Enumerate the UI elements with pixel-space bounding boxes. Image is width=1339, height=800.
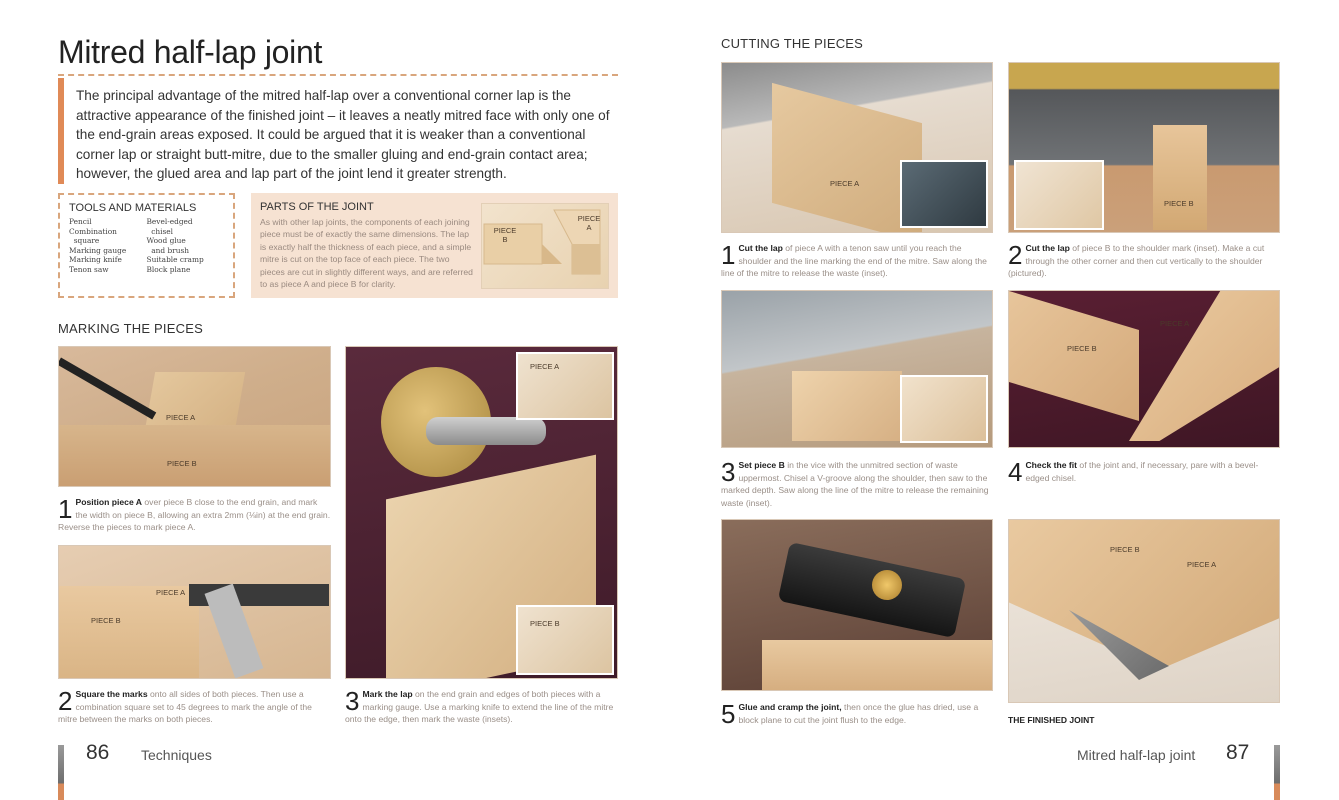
- parts-title: PARTS OF THE JOINT: [260, 201, 374, 213]
- parts-diagram-image: [481, 203, 609, 289]
- step-number: 5: [721, 699, 736, 729]
- tool-item: chisel: [146, 226, 173, 236]
- tool-item: square: [69, 236, 100, 245]
- piece-b-label: PIECE B: [530, 619, 560, 628]
- marking-step-2: [58, 688, 331, 726]
- inset-piece-a: [516, 352, 614, 420]
- step-lead: Mark the lap: [362, 689, 413, 699]
- inset-shoulder-cut: [1014, 160, 1104, 230]
- tool-item: Bevel-edged: [146, 217, 193, 226]
- step-text: of the joint and, if necessary, pare with a bevel-edged chisel.: [1025, 460, 1259, 483]
- step-lead: Set piece B: [738, 460, 785, 470]
- parts-text: As with other lap joints, the components of each joining piece must be of exactly the same dimensions. The lap is exactly half the thickness of each piece, and a simple mitre is cut on the top face of each piece. The two pieces are cut in slightly different ways, and are referred to as piece A and piece B for clarity.: [260, 217, 473, 290]
- intro-panel: [58, 74, 618, 184]
- photo-marking-step-2: [58, 545, 331, 679]
- cutting-step-5: [721, 699, 993, 729]
- tool-item: Suitable cramp: [146, 255, 204, 264]
- step-text: on the end grain and edges of both pieces with a marking gauge. Use a marking knife to extend the line of the mitre onto the edge, then mark the waste (insets).: [345, 689, 614, 725]
- page-number-right: 87: [1226, 741, 1250, 764]
- inset-piece-b: [516, 605, 614, 675]
- step-lead: Check the fit: [1025, 460, 1078, 470]
- section-heading-cutting: CUTTING THE PIECES: [721, 36, 864, 51]
- finished-joint-wood: [1009, 520, 1280, 670]
- photo-cutting-step-4: [1008, 290, 1280, 448]
- step-lead: Square the marks: [75, 689, 148, 699]
- section-heading-marking: MARKING THE PIECES: [58, 321, 203, 336]
- piece-b-label: PIECE B: [493, 226, 517, 244]
- piece-a-label: PIECE A: [830, 179, 860, 188]
- tool-item: Wood glue: [146, 236, 186, 245]
- photo-cutting-step-2: [1008, 62, 1280, 233]
- inset-waste-removed: [900, 375, 988, 443]
- piece-b-label: PIECE B: [1164, 199, 1194, 208]
- page-title: Mitred half-lap joint: [58, 34, 323, 70]
- plane-knob: [872, 570, 902, 600]
- page-number-left: 86: [86, 741, 110, 764]
- wood-piece-b: [1009, 291, 1139, 421]
- piece-b-label: PIECE B: [167, 459, 197, 468]
- tools-column-1: [69, 217, 147, 274]
- step-text: of piece B to the shoulder mark (inset). Make a cut through the other corner and then cut vertically to the shoulder (pictured).: [1008, 243, 1265, 279]
- intro-accent-bar: [58, 78, 64, 184]
- step-number: 2: [1008, 240, 1023, 270]
- piece-a-label: PIECE A: [1160, 319, 1190, 328]
- wood-piece-a: [1129, 291, 1280, 441]
- wood-joint: [762, 640, 993, 691]
- intro-text: The principal advantage of the mitred half-lap over a conventional corner lap is the attractive appearance of the finished joint – it leaves a neatly mitred face with only one of the end-grain areas exposed. It could be argued that it is weaker than a conventional corner lap or straight butt-mitre, due to the smaller gluing and end-grain contact area; however, the glued area and lap part of the joint lend it greater strength.: [76, 88, 610, 181]
- step-number: 1: [58, 494, 73, 524]
- marking-step-3: [345, 688, 618, 726]
- piece-b-label: PIECE B: [1110, 545, 1140, 554]
- step-lead: Glue and cramp the joint,: [738, 702, 842, 712]
- step-number: 1: [721, 240, 736, 270]
- step-text: onto all sides of both pieces. Then use a combination square set to 45 degrees to mark the angle of the mitre between the marks on both pieces.: [58, 689, 312, 725]
- cutting-step-2: [1008, 242, 1280, 280]
- tools-and-materials-box: [58, 193, 235, 298]
- step-text: in the vice with the unmitred section of waste uppermost. Chisel a V-groove along the shoulder, then saw to the marked depth. Saw along the line of the mitre to release the remaining waste (inset).: [721, 460, 989, 508]
- piece-a-label: PIECE A: [166, 413, 196, 422]
- chisel-icon: [58, 745, 64, 800]
- tool-item: Tenon saw: [69, 264, 109, 274]
- photo-cutting-step-3: [721, 290, 993, 448]
- piece-a-label: PIECE A: [530, 362, 560, 371]
- step-lead: Position piece A: [75, 497, 143, 507]
- tool-item: Marking knife: [69, 255, 122, 264]
- step-text: of piece A with a tenon saw until you reach the shoulder and the line marking the end of the mitre. Saw along the line of the mitre to release the waste (inset).: [721, 243, 987, 279]
- inset-saw-cut: [900, 160, 988, 228]
- step-number: 3: [721, 457, 736, 487]
- wood-piece-b: [1153, 125, 1207, 230]
- step-lead: Cut the lap: [1025, 243, 1070, 253]
- tool-item: and brush: [146, 245, 190, 255]
- gauge-stem: [426, 417, 546, 445]
- step-number: 4: [1008, 457, 1023, 487]
- photo-cutting-step-1: [721, 62, 993, 233]
- footer-section-label: Techniques: [141, 747, 212, 763]
- step-lead: Cut the lap: [738, 243, 783, 253]
- cutting-step-3: [721, 459, 993, 509]
- cutting-step-4: [1008, 457, 1280, 487]
- tool-item: Marking gauge: [69, 245, 127, 255]
- tools-title: TOOLS AND MATERIALS: [69, 202, 197, 214]
- pencil: [58, 358, 156, 420]
- piece-a-label: PIECE A: [156, 588, 186, 597]
- tool-item: Combination: [69, 226, 117, 236]
- cutting-step-1: [721, 242, 993, 280]
- step-number: 2: [58, 686, 73, 716]
- piece-b-label: PIECE B: [91, 616, 121, 625]
- piece-a-label: PIECE A: [577, 214, 601, 232]
- photo-finished-joint: [1008, 519, 1280, 703]
- footer-section-label: Mitred half-lap joint: [1077, 747, 1196, 763]
- piece-a-label: PIECE A: [1187, 560, 1217, 569]
- step-text: then once the glue has dried, use a block plane to cut the joint flush to the edge.: [738, 702, 979, 725]
- tools-column-2: [147, 217, 225, 274]
- tool-item: Block plane: [146, 264, 191, 274]
- photo-marking-step-3: [345, 346, 618, 679]
- piece-b-label: PIECE B: [1067, 344, 1097, 353]
- step-number: 3: [345, 686, 360, 716]
- photo-cutting-step-5: [721, 519, 993, 691]
- finished-joint-caption: THE FINISHED JOINT: [1008, 715, 1095, 725]
- step-text: over piece B close to the end grain, and mark the width on piece B, allowing an extra 2mm (⅛in) at the end grain. Reverse the pieces to mark piece A.: [58, 497, 331, 533]
- wood-block-b: [59, 586, 199, 679]
- parts-of-the-joint-box: [251, 193, 618, 298]
- wood-block-b: [59, 425, 331, 487]
- chisel-icon: [1274, 745, 1280, 800]
- tool-item: Pencil: [69, 217, 92, 226]
- photo-marking-step-1: [58, 346, 331, 487]
- marking-step-1: [58, 496, 331, 534]
- wood-piece-b: [792, 371, 902, 441]
